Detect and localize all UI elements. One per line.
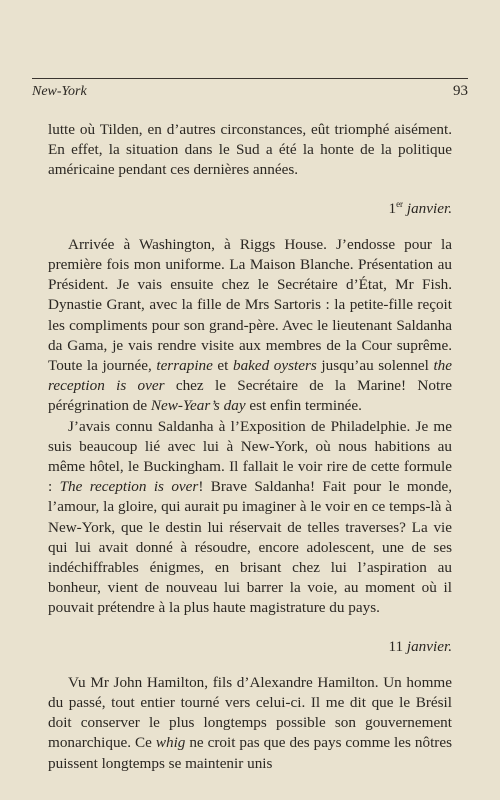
italic-terrapine: terrapine xyxy=(156,357,213,375)
date-day: 11 xyxy=(388,637,404,655)
date-day: 1 xyxy=(388,199,397,217)
italic-whig: whig xyxy=(155,734,186,752)
date-ordinal: er xyxy=(396,198,404,209)
italic-reception-over-2: The reception is over xyxy=(59,478,199,496)
italic-baked-oysters: baked oysters xyxy=(232,357,317,375)
date-month: janvier. xyxy=(406,637,452,655)
paragraph-hamilton: Vu Mr John Hamilton, fils d’Alexandre Hamilton. Un homme du passé, tout entier tourné vers celui-ci. Il me dit que le Brésil doit conserver le plus longtemps possible son gouvernement monarchique. Ce whig ne croit pas que des pays comme les nôtres puissent longtemps se maintenir unis xyxy=(48,673,452,772)
italic-reception-over: the reception is over xyxy=(48,357,452,395)
body-text xyxy=(48,120,452,774)
date-month: janvier. xyxy=(406,199,452,217)
dateline-1er-janvier xyxy=(48,199,452,219)
italic-new-years-day: New-Year’s day xyxy=(150,397,246,415)
page-number: 93 xyxy=(453,83,468,99)
running-header xyxy=(32,78,468,100)
paragraph-saldanha: J’avais connu Saldanha à l’Exposition de Philadelphie. Je me suis beaucoup lié avec lui à New-York, où nous habitions au même hôtel, le Buckingham. Il fallait le voir rire de cette formule : The reception is over! Brave Saldanha! Fait pour le monde, l’amour, la gloire, qui aurait pu imaginer à le voir en ce temps-là à New-York, que le destin lui réservait de telles traverses? La vie qui lui avait donné à résoudre, encore adolescent, une de ses indéchiffrables énigmes, en brisant chez lui l’aspiration au bonheur, vient de nouveau lui barrer la voie, au moment où il pouvait prétendre à la plus haute magistrature du pays. xyxy=(48,417,453,617)
paragraph-washington: Arrivée à Washington, à Riggs House. J’endosse pour la première fois mon uniforme. La Maison Blanche. Présentation au Président. Je vais ensuite chez le Secrétaire d’État, Mr Fish. Dynastie Grant, avec la fille de Mrs Sartoris : la petite-fille reçoit les compliments pour son grand-père. Avec le lieutenant Saldanha da Gama, je vais rendre visite aux membres de la Cour suprême. Toute la journée, terrapine et baked oysters jusqu’au solennel the reception is over chez le Secrétaire de la Marine! Notre pérégrination de New-Year’s day est enfin terminée. xyxy=(48,235,452,415)
running-title: New-York xyxy=(32,84,87,99)
paragraph-continuation: lutte où Tilden, en d’autres circonstances, eût triomphé aisément. En effet, la situation dans le Sud a été la honte de la politique américaine pendant ces dernières années. xyxy=(48,121,452,179)
dateline-11-janvier xyxy=(48,637,452,657)
